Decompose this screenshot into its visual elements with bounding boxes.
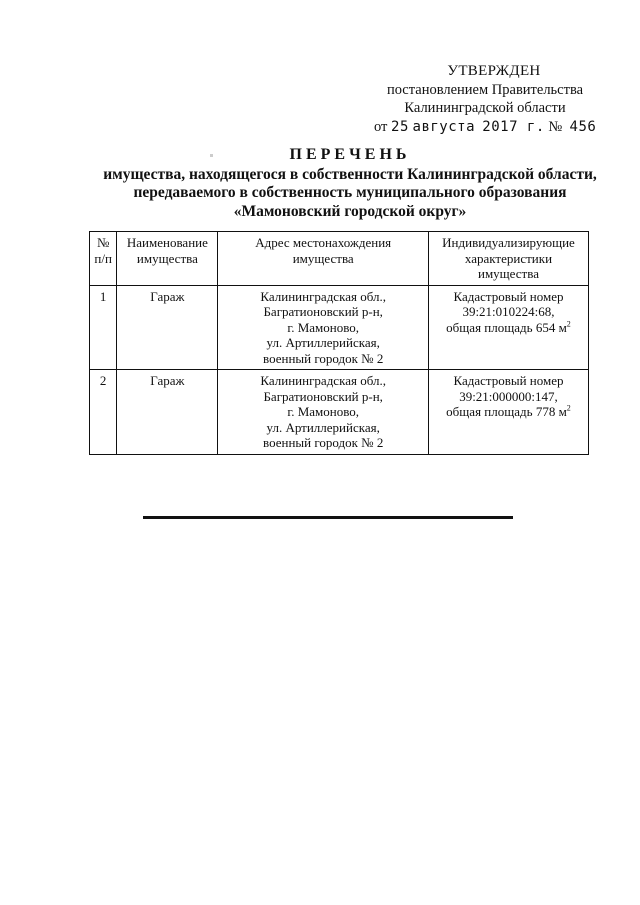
approval-line-1: постановлением Правительства [386, 81, 584, 98]
approval-line-2: Калининградской области [404, 100, 566, 116]
row-address: Калининградская обл., Багратионовский р-н, г. Мамоново, ул. Артиллерийская, военный городок № 2 [218, 285, 429, 370]
date-month: августа [412, 118, 476, 135]
row-number: 1 [90, 285, 117, 370]
number-sign: № [548, 118, 563, 135]
date-year: 2017 г. [482, 118, 545, 135]
row-number: 2 [90, 370, 117, 455]
header-address: Адрес местонахождения имущества [218, 232, 429, 286]
end-of-document-rule [143, 516, 513, 519]
document-title-block [60, 146, 640, 221]
header-number: № п/п [90, 232, 117, 286]
property-table [89, 231, 589, 455]
date-day: 25 [391, 118, 409, 135]
row-address: Калининградская обл., Багратионовский р-н, г. Мамоново, ул. Артиллерийская, военный городок № 2 [218, 370, 429, 455]
date-prefix: от [374, 118, 388, 135]
row-name: Гараж [117, 285, 218, 370]
title-line-3: «Мамоновский городской округ» [233, 202, 467, 220]
table-row [90, 285, 589, 370]
title-line-1: имущества, находящегося в собственности Калининградской области, [103, 165, 597, 183]
approval-date-line [360, 118, 610, 137]
row-characteristics: Кадастровый номер 39:21:010224:68, общая площадь 654 $м^2$ [428, 285, 588, 370]
document-title: ПЕРЕЧЕНЬ [289, 146, 411, 163]
approval-heading: УТВЕРЖДЕН [447, 63, 541, 79]
approval-block [360, 62, 610, 136]
table-header-row [90, 232, 589, 286]
title-line-2: передаваемого в собственность муниципального образования [133, 184, 567, 201]
header-name: Наименование имущества [117, 232, 218, 286]
row-characteristics: Кадастровый номер 39:21:000000:147, общая площадь 778 $м^2$ [428, 370, 588, 455]
row-name: Гараж [117, 370, 218, 455]
table-row [90, 370, 589, 455]
header-characteristics: Индивидуализирующие характеристики имущества [428, 232, 588, 286]
resolution-number: 456 [569, 118, 597, 135]
